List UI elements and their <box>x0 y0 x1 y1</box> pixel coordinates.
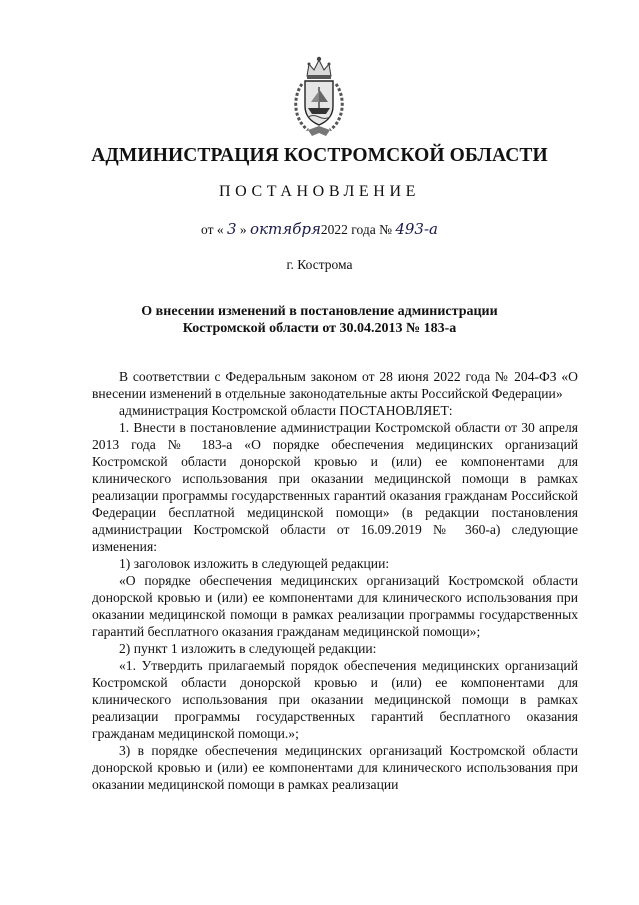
body-paragraph: 2) пункт 1 изложить в следующей редакции: <box>119 641 377 656</box>
document-type: ПОСТАНОВЛЕНИЕ <box>219 183 420 200</box>
body-paragraph: «О порядке обеспечения медицинских организаций Костромской области донорской кровью и (или) ее компонентами для клинического использования при оказании медицинской помощи в рамках реализации программы государственных гарантий бесплатного оказания гражданам медицинской помощи»; <box>92 573 578 639</box>
document-number: 493-а <box>395 220 438 238</box>
body-paragraph: В соответствии с Федеральным законом от 28 июня 2022 года № 204-ФЗ «О внесении изменений в отдельные законодательные акты Российской Федерации» <box>92 369 578 401</box>
body-paragraph: администрация Костромской области ПОСТАНОВЛЯЕТ: <box>119 403 453 418</box>
organization-title: АДМИНИСТРАЦИЯ КОСТРОМСКОЙ ОБЛАСТИ <box>91 145 548 166</box>
date-day: 3 <box>227 220 237 238</box>
subject-line-1: О внесении изменений в постановление администрации <box>141 304 498 319</box>
document-subject <box>0 303 639 337</box>
body-paragraph: 1) заголовок изложить в следующей редакции: <box>119 556 390 571</box>
date-prefix: от « <box>201 222 224 237</box>
body-paragraph: 1. Внести в постановление администрации Костромской области от 30 апреля 2013 года № 183-а «О порядке обеспечения медицинских организаций Костромской области донорской кровью и (или) ее компонентами для клинического использования при оказании медицинской помощи в рамках реализации программы государственных гарантий оказания гражданам Российской Федерации бесплатной медицинской помощи» (в редакции постановления администрации Костромской области от 16.09.2019 № 360-а) следующие изменения: <box>92 420 578 554</box>
document-body <box>92 368 578 793</box>
body-paragraph: 3) в порядке обеспечения медицинских организаций Костромской области донорской кровью и (или) ее компонентами для клинического использования при оказании медицинской помощи в рамках реализации <box>92 743 578 792</box>
city-line: г. Кострома <box>286 257 353 272</box>
body-paragraph: «1. Утвердить прилагаемый порядок обеспечения медицинских организаций Костромской области донорской кровью и (или) ее компонентами для клинического использования при оказании медицинской помощи в рамках реализации программы государственных гарантий бесплатного оказания гражданам медицинской помощи.»; <box>92 658 578 741</box>
document-date-line <box>0 220 639 238</box>
coat-of-arms-icon <box>288 54 350 138</box>
subject-line-2: Костромской области от 30.04.2013 № 183-а <box>182 321 457 336</box>
date-suffix: 2022 года № <box>320 222 392 237</box>
date-separator: » <box>239 222 247 237</box>
date-month: октября <box>250 220 321 238</box>
